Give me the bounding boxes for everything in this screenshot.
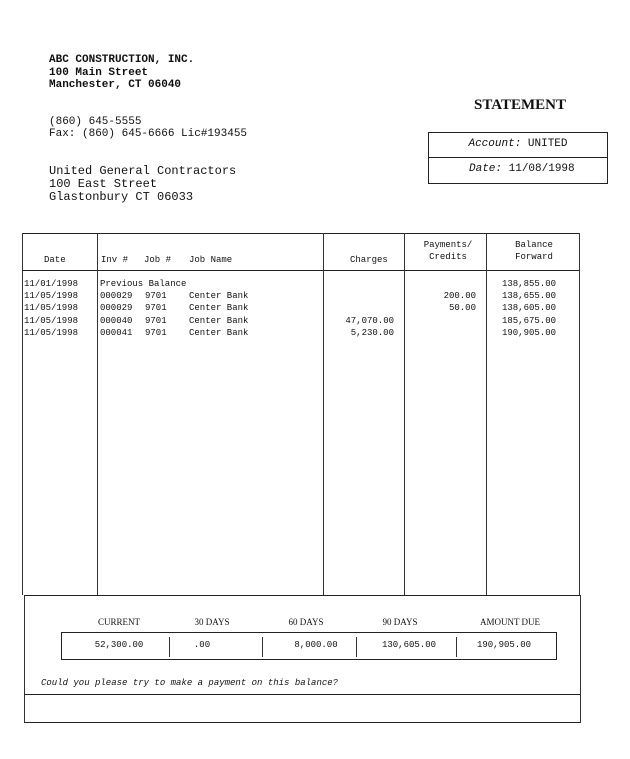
aging-value-30: .00	[193, 640, 211, 650]
row-job-name: Center Bank	[189, 316, 249, 326]
row-inv: 000029	[100, 303, 133, 313]
row-job-name: Center Bank	[189, 328, 249, 338]
date-value: 11/08/1998	[508, 163, 575, 175]
header-payments-2: Credits	[429, 252, 467, 262]
row-balance: 138,605.00	[501, 303, 556, 313]
aging-label-30: 30 DAYS	[194, 617, 230, 627]
account-value: UNITED	[527, 138, 568, 150]
aging-label-60: 60 DAYS	[288, 617, 324, 627]
company-street: 100 Main Street	[49, 67, 149, 79]
row-charges: 5,230.00	[350, 328, 394, 338]
customer-city: Glastonbury CT 06033	[49, 190, 194, 204]
company-city: Manchester, CT 06040	[49, 79, 182, 91]
header-charges: Charges	[350, 255, 388, 265]
aging-value-due: 190,905.00	[476, 640, 531, 650]
header-inv: Inv #	[101, 255, 129, 265]
row-inv: 000029	[100, 291, 133, 301]
row-charges: 47,070.00	[345, 316, 394, 326]
row-payments: 200.00	[443, 291, 476, 301]
row-job: 9701	[145, 328, 167, 338]
header-payments-1: Payments/	[423, 240, 473, 250]
date-row	[469, 163, 607, 175]
company-name: ABC CONSTRUCTION, INC.	[49, 54, 195, 66]
row-job-name: Center Bank	[189, 291, 249, 301]
row-balance: 138,855.00	[501, 279, 556, 289]
row-date: 11/05/1998	[24, 328, 79, 338]
aging-value-current: 52,300.00	[94, 640, 144, 650]
row-inv: Previous Balance	[100, 279, 187, 289]
header-date: Date	[44, 255, 66, 265]
account-row	[429, 138, 607, 150]
header-balance-1: Balance	[515, 240, 553, 250]
header-job: Job #	[144, 255, 172, 265]
row-date: 11/01/1998	[24, 279, 79, 289]
account-label: Account:	[468, 138, 522, 150]
row-job: 9701	[145, 291, 167, 301]
statement-message: Could you please try to make a payment on this balance?	[41, 678, 339, 688]
aging-label-90: 90 DAYS	[382, 617, 418, 627]
row-date: 11/05/1998	[24, 291, 79, 301]
company-fax: Fax: (860) 645-6666 Lic#193455	[49, 128, 248, 140]
row-payments: 50.00	[448, 303, 476, 313]
header-job-name: Job Name	[189, 255, 233, 265]
document-title: STATEMENT	[474, 97, 566, 113]
aging-label-current: CURRENT	[97, 617, 140, 627]
row-inv: 000041	[100, 328, 133, 338]
date-label: Date:	[469, 163, 503, 175]
customer-name: United General Contractors	[49, 164, 237, 178]
aging-value-60: 8,000.00	[294, 640, 338, 650]
row-date: 11/05/1998	[24, 303, 79, 313]
row-balance: 138,655.00	[501, 291, 556, 301]
header-balance-2: Forward	[515, 252, 553, 262]
aging-value-90: 130,605.00	[381, 640, 436, 650]
row-job: 9701	[145, 316, 167, 326]
company-phone: (860) 645-5555	[49, 116, 142, 128]
row-inv: 000040	[100, 316, 133, 326]
account-box	[428, 132, 608, 184]
row-job: 9701	[145, 303, 167, 313]
row-date: 11/05/1998	[24, 316, 79, 326]
row-balance: 185,675.00	[501, 316, 556, 326]
aging-label-due: AMOUNT DUE	[479, 617, 541, 627]
row-balance: 190,905.00	[501, 328, 556, 338]
row-job-name: Center Bank	[189, 303, 249, 313]
customer-street: 100 East Street	[49, 177, 158, 191]
